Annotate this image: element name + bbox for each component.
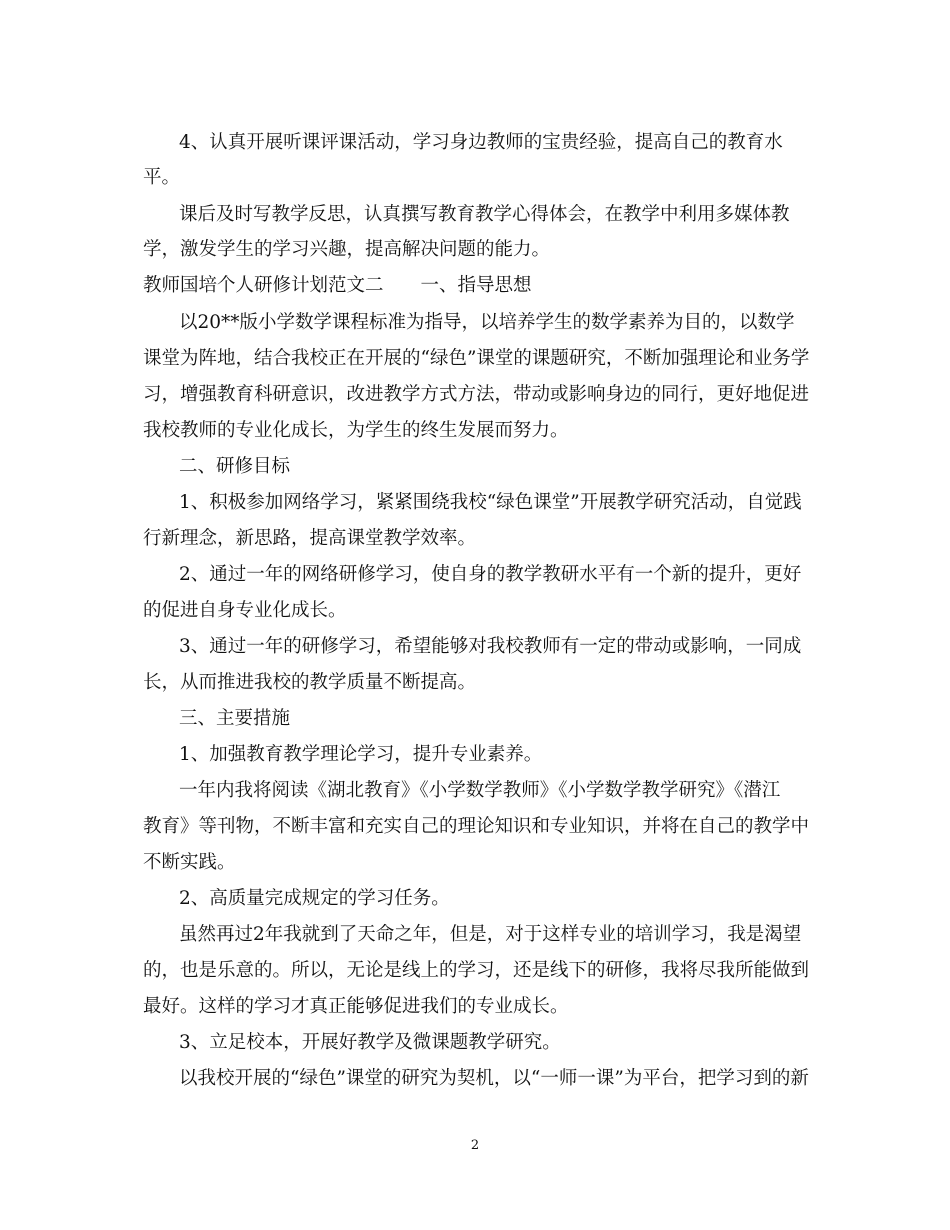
text-line: 2、通过一年的网络研修学习，使自身的教学教研水平有一个新的提升，更好 <box>179 564 802 585</box>
text-line: 习，增强教育科研意识，改进教学方式方法，带动或影响身边的同行，更好地促进 <box>143 384 810 405</box>
text-line: 2、高质量完成规定的学习任务。 <box>179 888 450 909</box>
text-line: 以我校开展的“绿色”课堂的研究为契机，以“一师一课”为平台，把学习到的新 <box>179 1068 809 1089</box>
section-heading: 二、研修目标 <box>179 456 291 477</box>
text-line: 虽然再过2年我就到了天命之年，但是，对于这样专业的培训学习，我是渴望 <box>179 924 802 945</box>
section-heading: 三、主要措施 <box>179 708 291 729</box>
text-line: 课后及时写教学反思，认真撰写教育教学心得体会，在教学中利用多媒体教 <box>179 204 790 225</box>
text-line: 不断实践。 <box>143 852 236 873</box>
text-line: 3、立足校本，开展好教学及微课题教学研究。 <box>179 1032 561 1053</box>
text-line: 教育》等刊物，不断丰富和充实自己的理论知识和专业知识，并将在自己的教学中 <box>143 816 810 837</box>
text-line: 学，激发学生的学习兴趣，提高解决问题的能力。 <box>143 239 551 260</box>
text-line: 课堂为阵地，结合我校正在开展的“绿色”课堂的课题研究，不断加强理论和业务学 <box>143 348 810 369</box>
text-line: 我校教师的专业化成长，为学生的终生发展而努力。 <box>143 420 569 441</box>
text-line: 1、加强教育教学理论学习，提升专业素养。 <box>179 744 543 765</box>
text-line: 1、积极参加网络学习，紧紧围绕我校“绿色课堂”开展教学研究活动，自觉践 <box>179 492 802 513</box>
page-number: 2 <box>470 1138 480 1153</box>
text-line: 最好。这样的学习才真正能够促进我们的专业成长。 <box>143 996 569 1017</box>
text-line: 一年内我将阅读《湖北教育》《小学数学教师》《小学数学教学研究》《潜江 <box>179 780 781 801</box>
text-line: 平。 <box>143 167 181 188</box>
text-line: 4、认真开展听课评课活动，学习身边教师的宝贵经验，提高自己的教育水 <box>179 132 783 153</box>
section-heading-line: 教师国培个人研修计划范文二 一、指导思想 <box>143 275 532 296</box>
text-line: 长，从而推进我校的教学质量不断提高。 <box>143 672 477 693</box>
text-line: 以20**版小学数学课程标准为指导，以培养学生的数学素养为目的，以数学 <box>179 312 795 333</box>
text-line: 的促进自身专业化成长。 <box>143 600 347 621</box>
text-line: 行新理念，新思路，提高课堂教学效率。 <box>143 528 477 549</box>
text-line: 3、通过一年的研修学习，希望能够对我校教师有一定的带动或影响，一同成 <box>179 636 802 657</box>
text-line: 的，也是乐意的。所以，无论是线上的学习，还是线下的研修，我将尽我所能做到 <box>143 960 810 981</box>
